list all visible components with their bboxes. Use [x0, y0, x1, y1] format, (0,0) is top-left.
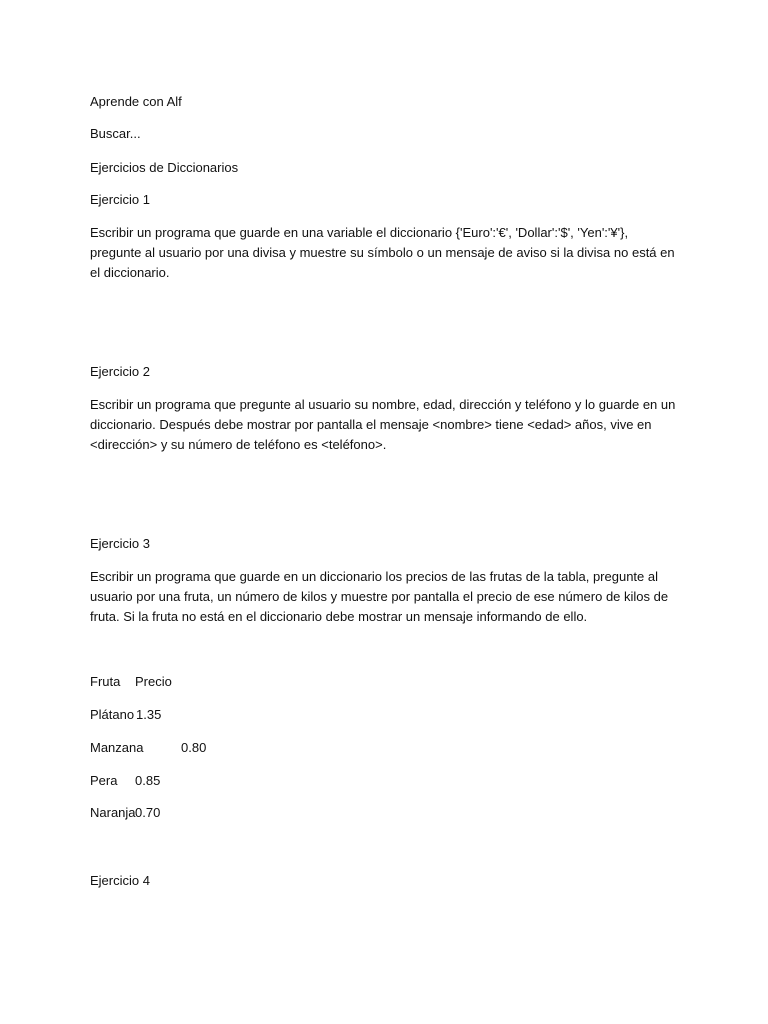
table-cell-fruit: Manzana: [90, 740, 144, 755]
table-cell-fruit: Naranja: [90, 805, 136, 820]
table-cell-fruit: Plátano: [90, 707, 135, 722]
table-cell-price: 0.85: [135, 773, 161, 788]
site-title: Aprende con Alf: [90, 94, 182, 109]
exercise-3-title: Ejercicio 3: [90, 536, 150, 551]
page-heading: Ejercicios de Diccionarios: [90, 160, 239, 175]
table-cell-price: 0.70: [135, 805, 161, 820]
exercise-3-text: Escribir un programa que guarde en un diccionario los precios de las frutas de la tabla, pregunte al usuario por una fruta, un número de kilos y muestre por pantalla el precio de ese número de kilos de fruta. Si la fruta no está en el diccionario debe mostrar un mensaje informando de ello.: [90, 569, 669, 624]
exercise-1-title: Ejercicio 1: [90, 192, 150, 207]
table-header-fruta: Fruta: [90, 674, 121, 689]
table-header-precio: Precio: [135, 674, 172, 689]
exercise-1-text: Escribir un programa que guarde en una variable el diccionario {'Euro':'€', 'Dollar':'$', 'Yen':'¥'}, pregunte al usuario por una divisa y muestre su símbolo o un mensaje de aviso si la divisa no está en el diccionario.: [90, 225, 675, 280]
exercise-2-title: Ejercicio 2: [90, 364, 150, 379]
exercise-4-title: Ejercicio 4: [90, 873, 150, 888]
exercise-2-text: Escribir un programa que pregunte al usuario su nombre, edad, dirección y teléfono y lo guarde en un diccionario. Después debe mostrar por pantalla el mensaje <nombre> tiene <edad> años, vive en <dirección> y su número de teléfono es <teléfono>.: [90, 397, 676, 452]
table-cell-price: 1.35: [136, 707, 162, 722]
search-text: Buscar...: [90, 126, 141, 141]
table-cell-fruit: Pera: [90, 773, 118, 788]
table-cell-price: 0.80: [181, 740, 207, 755]
